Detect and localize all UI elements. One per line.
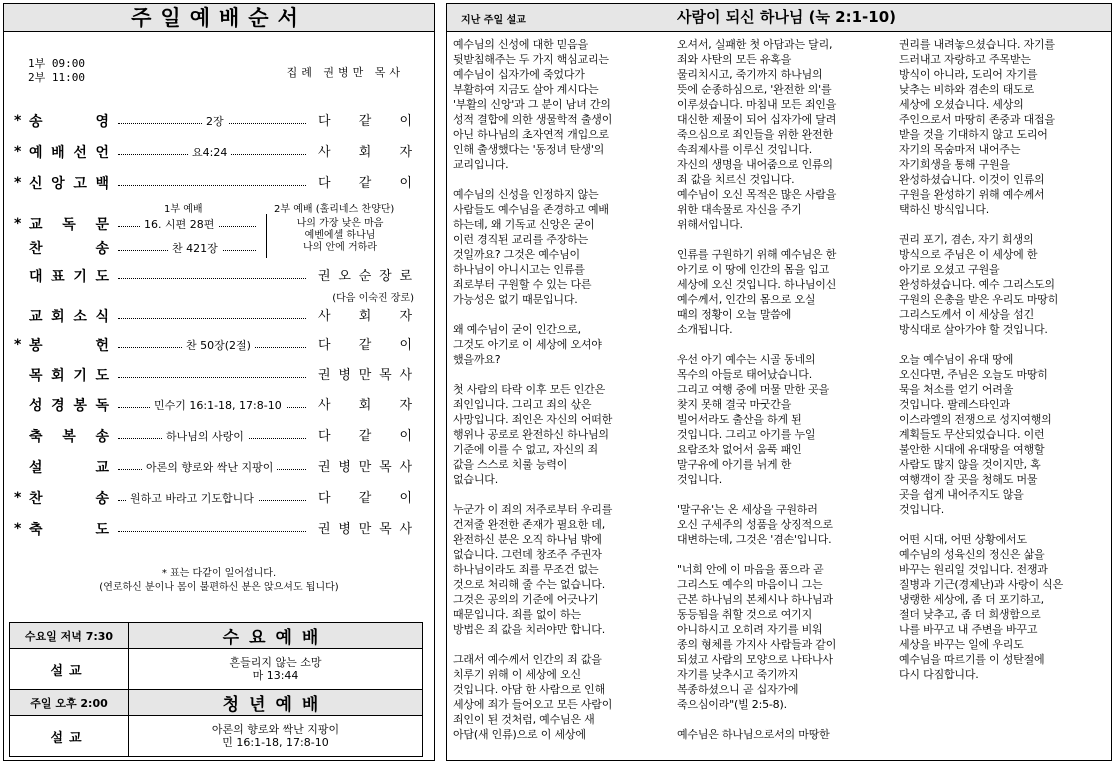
order-item-label: 송 영 — [29, 114, 109, 130]
order-item — [12, 335, 416, 357]
order-item-leader: 사 회 자 — [318, 398, 412, 413]
sermon-paragraph: 예수님의 신성에 대한 믿음을 뒷받침해주는 두 가지 핵심교리는 예수님이 십자가에 죽었다가 부활하여 지금도 살아 계시다는 '부활의 신앙'과 그 분이 남녀 간의 성적 결합에 의한 생물학적 출생이 아닌 하나님의 초자연적 개입으로 인해 출생했다는 '동정녀 탄생'의 교리입니다. — [453, 38, 613, 171]
standing-mark: * — [14, 216, 22, 232]
standing-mark: * — [14, 144, 22, 160]
wednesday-name: 수요예배 — [129, 623, 423, 649]
order-item-label: 성 경 봉 독 — [29, 398, 109, 414]
order-item — [12, 457, 416, 479]
sermon-paragraph: "너희 안에 이 마음을 품으라 곧 그리스도 예수의 마음이니 그는 근본 하나님의 본체시나 하나님과 동등됨을 취할 것으로 여기지 아니하시고 오히려 자기를 비워 종의 형체를 가지사 사람들과 같이 되셨고 사람의 모양으로 나타나사 자기를 낮추시고 죽기까지 복종하셨으니 곧 십자가에 죽으심이라"(빌 2:5-8). — [677, 563, 837, 711]
youth-sermon-title: 아론의 향로와 싹난 지팡이 — [211, 723, 340, 736]
order-item-label: 설 교 — [29, 460, 109, 476]
sermon-title: 사람이 되신 하나님 (눅 2:1-10) — [677, 8, 896, 26]
order-item — [12, 395, 416, 417]
order-item-detail: 하나님의 사랑이 — [162, 431, 248, 443]
service-time-second: 2부 11:00 — [28, 71, 85, 84]
order-item-detail: 요4:24 — [188, 147, 231, 159]
service-times — [28, 57, 85, 85]
order-item-label: 교 독 문 — [29, 217, 109, 233]
sermon-column-1 — [453, 37, 659, 757]
order-item-label: 대 표 기 도 — [29, 269, 109, 285]
youth-time: 주일 오후 2:00 — [10, 690, 129, 716]
order-item — [12, 306, 416, 328]
order-item-detail: 찬 50장(2절) — [182, 340, 255, 352]
sermon-paragraph: 예수님은 하나님으로서의 마땅한 — [677, 728, 830, 741]
order-item — [12, 266, 416, 304]
next-leader: (다음 이숙진 장로) — [332, 293, 414, 304]
sermon-panel — [446, 3, 1112, 761]
order-item-leader: 다 같 이 — [318, 114, 412, 129]
second-service-header: 2부 예배 (홀리네스 찬양단) — [274, 204, 395, 215]
sermon-tag: 지난 주일 설교 — [461, 15, 526, 26]
dot-leader — [118, 531, 306, 532]
page-title: 주일예배순서 — [131, 5, 307, 30]
order-item-detail: 원하고 바라고 기도합니다 — [126, 493, 258, 505]
order-item-label: 찬 송 — [29, 491, 109, 507]
second-service-songs — [274, 218, 406, 254]
wednesday-service-table — [9, 622, 423, 757]
wednesday-sermon — [129, 649, 423, 690]
song-line: 예벤에셀 하나님 — [304, 230, 376, 241]
order-item-label: 목 회 기 도 — [29, 368, 109, 384]
sermon-paragraph: 우선 아기 예수는 시골 동네의 목수의 아들로 태어났습니다. 그리고 여행 중에 머물 만한 곳을 찾지 못해 결국 마굿간을 빌어서라도 출산을 하게 된 것입니다. 그리고 아기를 누일 요람조차 없어서 움푹 패인 말구유에 아기를 뉘게 한 것입니다. — [677, 353, 830, 486]
order-item-leader: 다 같 이 — [318, 338, 412, 353]
sermon-paragraph: '말구유'는 온 세상을 구원하러 오신 구세주의 성품을 상징적으로 대변하는데, 그것은 '겸손'입니다. — [677, 503, 833, 546]
sermon-column-3 — [899, 37, 1105, 697]
order-item — [12, 142, 416, 164]
standing-mark: * — [14, 337, 22, 353]
youth-sermon-ref: 민 16:1-18, 17:8-10 — [222, 736, 329, 749]
order-item — [12, 365, 416, 387]
order-item-label: 축 도 — [29, 522, 109, 538]
order-item — [12, 111, 416, 133]
order-item — [12, 173, 416, 195]
order-item-label: 축 복 송 — [29, 429, 109, 445]
order-item-label: 봉 헌 — [29, 338, 109, 354]
order-item-label: 예 배 선 언 — [29, 145, 109, 161]
order-item — [12, 488, 416, 510]
song-line: 나의 가장 낮은 마음 — [296, 218, 384, 229]
sermon-paragraph: 권리 포기, 겸손, 자기 희생의 방식으로 주님은 이 세상에 한 아기로 오셨고 구원을 완성하셨습니다. 예수 그리스도의 구원의 은총을 받은 우리도 마땅히 그리스도께서 이 세상을 섬긴 방식대로 살아가야 할 것입니다. — [899, 233, 1059, 336]
presider: 집례 권병만 목사 — [286, 66, 404, 79]
service-time-first: 1부 09:00 — [28, 57, 85, 70]
standing-mark: * — [14, 175, 22, 191]
order-item-detail: 16. 시편 28편 — [140, 219, 218, 231]
order-item — [12, 426, 416, 448]
dot-leader — [118, 377, 306, 378]
sermon-paragraph: 왜 예수님이 굳이 인간으로, 그것도 아기로 이 세상에 오셔야 했을까요? — [453, 323, 602, 366]
seating-note: (연로하신 분이나 몸이 불편하신 분은 앉으셔도 됩니다) — [99, 582, 339, 593]
order-item-label: 찬 송 — [29, 241, 109, 257]
sermon-paragraph: 권리를 내려놓으셨습니다. 자기를 드러내고 자랑하고 주목받는 방식이 아니라, 도리어 자기를 낮추는 비하와 겸손의 태도로 세상에 오셨습니다. 세상의 주인으로서 마땅히 존중과 대접을 받을 것을 기대하지 않고 도리어 자기의 목숨마저 내어주는 자기희생을 통해 구원을 완성하셨습니다. 이것이 인류의 구원을 완성하기 위해 예수께서 택하신 방식입니다. — [899, 38, 1055, 216]
order-item-detail: 찬 421장 — [168, 243, 222, 255]
youth-name: 청년예배 — [129, 690, 423, 716]
dot-leader — [118, 185, 306, 186]
song-line: 나의 안에 거하라 — [303, 242, 377, 253]
order-of-worship-panel — [3, 3, 435, 761]
order-item-detail: 아론의 향로와 싹난 지팡이 — [142, 462, 277, 474]
standing-mark: * — [14, 113, 22, 129]
sermon-paragraph: 어떤 시대, 어떤 상황에서도 예수님의 성육신의 정신은 삶을 바꾸는 원리일 것입니다. 전쟁과 질병과 기근(경제난)과 사랑이 식은 냉랭한 세상에, 좀 더 포기하고, 절더 낮추고, 좀 더 희생함으로 나를 바꾸고 내 주변을 바꾸고 세상을 바꾸는 일에 우리도 예수님을 따르기를 이 성탄절에 다시 다짐합니다. — [899, 533, 1064, 681]
order-item-label: 교 회 소 식 — [29, 309, 109, 325]
order-item-leader: 권 병 만 목 사 — [318, 368, 412, 383]
order-item — [12, 519, 416, 541]
order-item-leader: 사 회 자 — [318, 145, 412, 160]
order-item-detail: 2장 — [202, 116, 228, 128]
sermon-paragraph: 인류를 구원하기 위해 예수님은 한 아기로 이 땅에 인간의 몸을 입고 세상에 오신 것입니다. 하나님이신 예수께서, 인간의 몸으로 오실 때의 정황이 오늘 말씀에 소개됩니다. — [677, 248, 837, 336]
standing-mark: * — [14, 490, 22, 506]
order-item-label: 신 앙 고 백 — [29, 176, 109, 192]
sermon-paragraph: 그래서 예수께서 인간의 죄 값을 치루기 위해 이 세상에 오신 것입니다. 아담 한 사람으로 인해 세상에 죄가 들어오고 모든 사람이 죄인이 된 것처럼, 예수님은 새 아담(새 인류)으로 이 세상에 — [453, 653, 613, 741]
order-item-leader: 권 병 만 목 사 — [318, 522, 412, 537]
title-bar — [4, 4, 434, 32]
youth-sermon — [129, 716, 423, 757]
sermon-paragraph: 오늘 예수님이 유대 땅에 오신다면, 주님은 오늘도 마땅히 묵을 처소를 얻기 어려울 것입니다. 팔레스타인과 이스라엘의 전쟁으로 성지여행의 계획들도 무산되었습니다. 이런 불안한 시대에 유대땅을 여행할 사람도 많지 않을 것이지만, 혹 여행객이 잘 곳을 청해도 머물 곳을 쉽게 내어주지도 않을 것입니다. — [899, 353, 1052, 516]
order-item-leader: 다 같 이 — [318, 429, 412, 444]
youth-label: 설교 — [10, 716, 129, 757]
wednesday-time: 수요일 저녁 7:30 — [10, 623, 129, 649]
standing-note: * 표는 다같이 일어섭니다. — [161, 568, 277, 579]
sermon-paragraph: 오셔서, 실패한 첫 아담과는 달리, 죄와 사탄의 모든 유혹을 물리치시고, 죽기까지 하나님의 뜻에 순종하심으로, '완전한 의'를 이루셨습니다. 마침내 모든 죄인을 대신한 제물이 되어 십자가에 달려 죽으심으로 죄인들을 위한 완전한 속죄제사를 이루신 것입니다. 자신의 생명을 내어줌으로 인류의 죄 값을 치르신 것입니다. 예수님이 오신 목적은 많은 사람을 위한 대속물로 자신을 주기 위해서입니다. — [677, 38, 837, 231]
first-service-header: 1부 예배 — [164, 204, 203, 215]
wednesday-sermon-ref: 마 13:44 — [252, 669, 299, 682]
order-item-detail: 민수기 16:1-18, 17:8-10 — [150, 400, 286, 412]
sermon-paragraph: 예수님의 신성을 인정하지 않는 사람들도 예수님을 존경하고 예배 하는데, 왜 기독교 신앙은 굳이 이런 경직된 교리를 주장하는 것일까요? 그것은 예수님이 하나님이 아니시고는 인류를 죄로부터 구원할 수 있는 다른 가능성은 없기 때문입니다. — [453, 188, 609, 306]
order-item-leader: 권 병 만 목 사 — [318, 460, 412, 475]
standing-mark: * — [14, 521, 22, 537]
wednesday-label: 설교 — [10, 649, 129, 690]
order-item-leader: 다 같 이 — [318, 176, 412, 191]
order-item-leader: 권 오 순 장 로 — [318, 269, 412, 284]
dot-leader — [118, 278, 306, 279]
wednesday-sermon-title: 흔들리지 않는 소망 — [229, 656, 322, 669]
order-item-leader: 사 회 자 — [318, 309, 412, 324]
sermon-paragraph: 첫 사람의 타락 이후 모든 인간은 죄인입니다. 그리고 죄의 삯은 사망입니다. 죄인은 자신의 어떠한 행위나 공로로 완전하신 하나님의 기준에 이를 수 없고, 자신의 죄 값을 스스로 치룰 능력이 없습니다. — [453, 383, 613, 486]
order-item-leader: 다 같 이 — [318, 491, 412, 506]
divider — [266, 214, 267, 258]
dot-leader — [118, 318, 306, 319]
sermon-title-bar — [447, 4, 1111, 32]
sermon-column-2 — [677, 37, 883, 757]
sermon-paragraph: 누군가 이 죄의 저주로부터 우리를 건져줄 완전한 존재가 필요한 데, 완전하신 분은 오직 하나님 밖에 없습니다. 그런데 창조주 주권자 하나님이라도 죄를 무조건 없는 것으로 처리해 줄 수는 없습니다. 그것은 공의의 기준에 어긋나기 때문입니다. 죄를 없이 하는 방법은 죄 값을 치러야만 합니다. — [453, 503, 613, 636]
